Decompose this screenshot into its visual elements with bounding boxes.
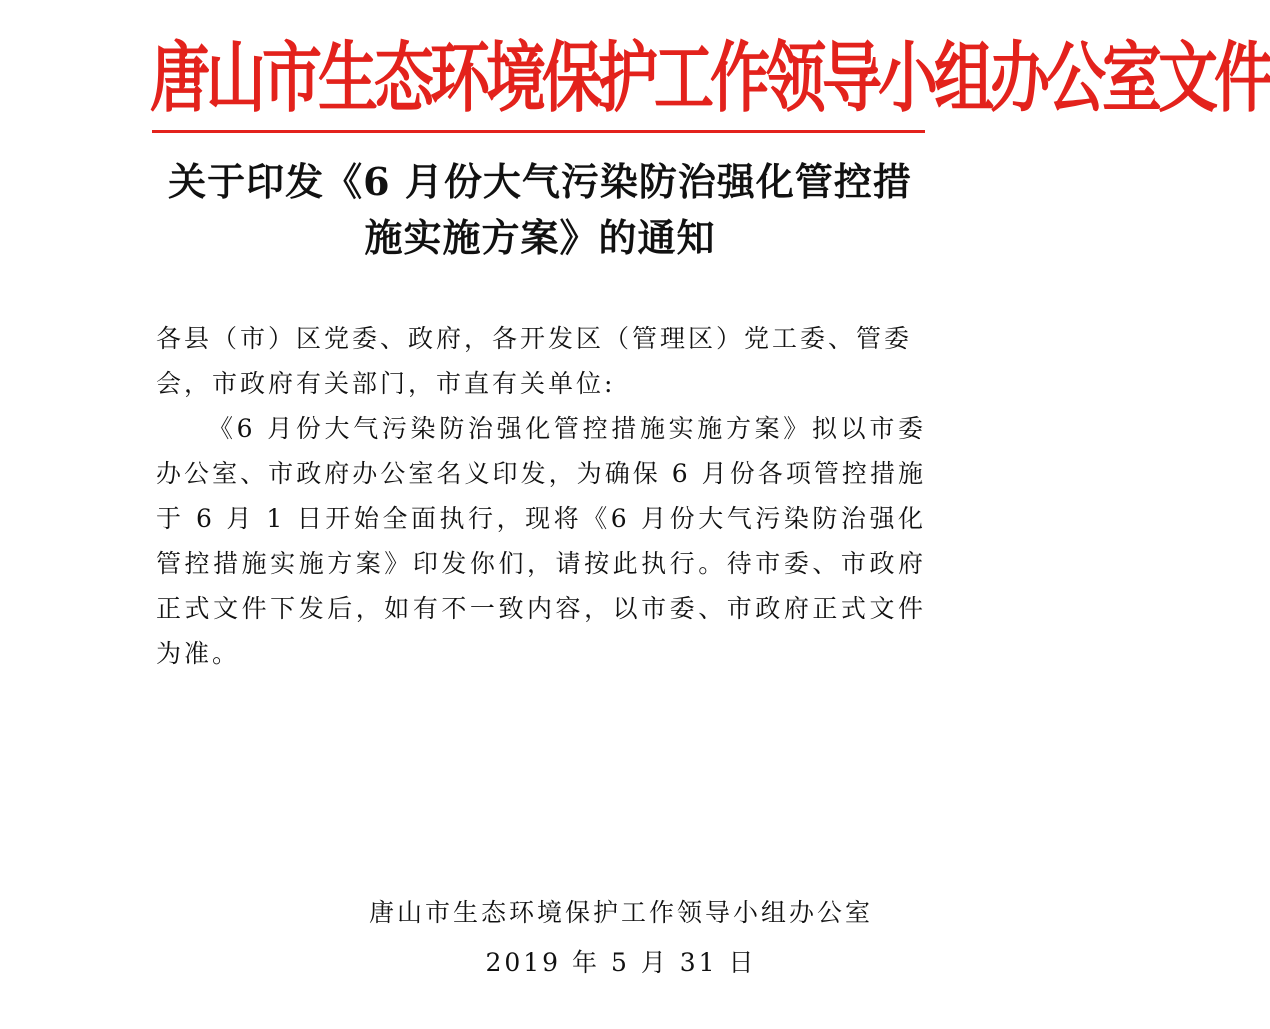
salutation: 各县（市）区党委、政府，各开发区（管理区）党工委、管委会，市政府有关部门，市直有关单位:: [156, 324, 913, 398]
notice-title: [150, 154, 930, 266]
issuer-title: 唐山市生态环境保护工作领导小组办公室文件: [150, 34, 1270, 124]
body-paragraph: 《6 月份大气污染防治强化管控措施实施方案》拟以市委办公室、市政府办公室名义印发，为确保 6 月份各项管控措施于 6 月 1 日开始全面执行，现将《6 月份大气污染防治强化管控措施实施方案》印发你们，请按此执行。待市委、市政府正式文件下发后，如有不一致内容，以市委、市政府正式文件为准。: [156, 414, 926, 668]
notice-title-line-1: 关于印发《6 月份大气污染防治强化管控措: [168, 159, 912, 204]
signing-office: 唐山市生态环境保护工作领导小组办公室: [368, 898, 873, 927]
header-red-rule: [152, 130, 925, 133]
signing-date: 2019 年 5 月 31 日: [485, 948, 757, 977]
notice-title-line-2: 施实施方案》的通知: [364, 215, 716, 260]
document-body: [156, 316, 926, 676]
signature-block: [356, 888, 886, 988]
